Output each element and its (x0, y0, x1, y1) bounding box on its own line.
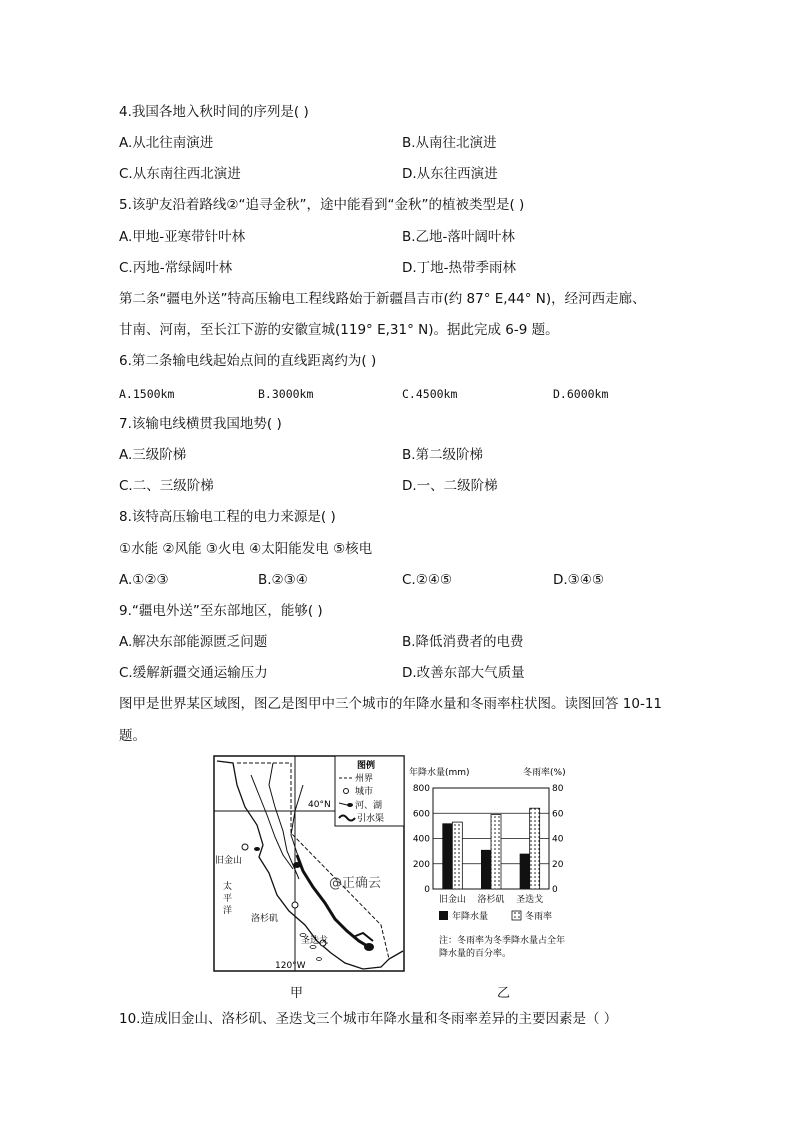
chart-ytick-left: 600 (412, 809, 430, 820)
chart-ytick-right: 80 (552, 784, 564, 794)
chart (409, 766, 566, 959)
q6-option-c: C.4500km (402, 387, 458, 401)
q5-option-d: D.丁地-热带季雨林 (402, 260, 517, 276)
q7-option-c: C.二、三级阶梯 (119, 478, 214, 494)
legend-city: 城市 (355, 787, 374, 797)
q6-stem: 6.第二条输电线起始点间的直线距离约为( ) (119, 353, 377, 369)
chart-xlabel: 洛杉矶 (477, 895, 505, 905)
chart-xlabels (439, 893, 543, 905)
q7-option-a: A.三级阶梯 (119, 447, 187, 463)
q5-option-b: B.乙地-落叶阔叶林 (402, 229, 515, 245)
chart-xlabel: 圣迭戈 (516, 895, 544, 905)
lake-1 (293, 862, 301, 868)
chart-ylabel-right: 冬雨率(%) (523, 768, 566, 778)
chart-bar-rain (442, 823, 452, 889)
figure (213, 755, 585, 973)
legend-canal: 引水渠 (357, 814, 385, 824)
q5-option-c: C.丙地-常绿阔叶林 (119, 260, 233, 276)
lake-2 (364, 943, 374, 951)
q8-options-line: ①水能 ②风能 ③火电 ④太阳能发电 ⑤核电 (119, 541, 373, 557)
q4-stem: 4.我国各地入秋时间的序列是( ) (119, 104, 309, 120)
legend-city-icon (344, 789, 349, 794)
chart-ytick-left: 200 (412, 859, 430, 870)
q9-option-b: B.降低消费者的电费 (402, 634, 524, 650)
map-city-sf: 旧金山 (215, 856, 243, 866)
chart-note-line2: 降水量的百分率。 (439, 949, 512, 959)
q9-stem: 9.“疆电外送”至东部地区，能够( ) (119, 603, 323, 619)
q8-option-c: C.②④⑤ (402, 572, 453, 588)
map-ocean-2: 平 (223, 894, 233, 904)
chart-legend-winter: 冬雨率 (525, 912, 553, 922)
q8-stem: 8.该特高压输电工程的电力来源是( ) (119, 509, 336, 525)
q4-option-d: D.从东往西演进 (402, 166, 498, 182)
map-lon-label: 120°W (275, 961, 306, 971)
city-marker-la (292, 902, 298, 908)
q6-option-d: D.6000km (553, 387, 609, 401)
q8-option-d: D.③④⑤ (553, 572, 604, 588)
legend-boundary: 州界 (355, 774, 374, 784)
q8-option-b: B.②③④ (258, 572, 308, 588)
legend-title: 图例 (357, 761, 376, 771)
q5-stem: 5.该驴友沿着路线②“追寻金秋”，途中能看到“金秋”的植被类型是( ) (119, 197, 525, 213)
chart-ytick-right: 40 (552, 834, 564, 845)
chart-legend-rain: 年降水量 (452, 912, 489, 922)
passage2-line2: 题。 (119, 728, 146, 744)
map-caption: 甲 (290, 986, 304, 1001)
chart-bar-rain (520, 854, 530, 889)
chart-note-line1: 注：冬雨率为冬季降水量占全年 (439, 936, 566, 946)
q4-option-b: B.从南往北演进 (402, 135, 497, 151)
map-ocean-1: 太 (223, 882, 233, 892)
legend-river: 河、湖 (355, 801, 383, 811)
q8-option-a: A.①②③ (119, 572, 169, 588)
legend-lake-icon (347, 803, 353, 807)
q4-option-c: C.从东南往西北演进 (119, 166, 241, 182)
chart-ytick-left: 800 (412, 784, 430, 794)
chart-ytick-right: 0 (552, 885, 558, 895)
q9-option-a: A.解决东部能源匮乏问题 (119, 634, 268, 650)
chart-bar-rain (481, 850, 491, 889)
chart-caption: 乙 (497, 986, 511, 1001)
q6-option-a: A.1500km (119, 387, 175, 401)
q7-stem: 7.该输电线横贯我国地势( ) (119, 416, 282, 432)
chart-bar-winter (530, 808, 540, 889)
chart-ytick-right: 20 (552, 859, 564, 870)
passage1-line2: 甘南、河南，至长江下游的安徽宣城(119° E,31° N)。据此完成 6-9 题。 (119, 322, 559, 338)
q5-option-a: A.甲地-亚寒带针叶林 (119, 229, 246, 245)
chart-bar-winter (452, 822, 462, 889)
map-city-la: 洛杉矶 (251, 914, 279, 924)
q9-option-d: D.改善东部大气质量 (402, 665, 525, 681)
chart-ytick-left: 0 (424, 885, 430, 895)
lake-3 (254, 847, 260, 851)
q4-option-a: A.从北往南演进 (119, 135, 214, 151)
chart-ytick-right: 60 (552, 809, 564, 820)
chart-legend-winter-swatch (512, 911, 521, 920)
passage2-line1: 图甲是世界某区域图，图乙是图甲中三个城市的年降水量和冬雨率柱状图。读图回答 10-11 (119, 696, 663, 712)
map-lat-label: 40°N (308, 800, 331, 810)
map-watermark: @正确云 (329, 876, 382, 891)
q7-option-b: B.第二级阶梯 (402, 447, 484, 463)
chart-ytick-left: 400 (412, 834, 430, 845)
passage1-line1: 第二条“疆电外送”特高压输电工程线路始于新疆昌吉市(约 87° E,44° N)，经河西走廊、 (119, 291, 646, 307)
q6-option-b: B.3000km (258, 387, 314, 401)
map-ocean-3: 洋 (223, 906, 233, 916)
q7-option-d: D.一、二级阶梯 (402, 478, 498, 494)
chart-ylabel-left: 年降水量(mm) (409, 768, 470, 778)
chart-bar-winter (491, 815, 501, 889)
q9-option-c: C.缓解新疆交通运输压力 (119, 665, 268, 681)
figure-svg (213, 755, 585, 973)
chart-legend-rain-swatch (439, 911, 448, 920)
map-city-sd: 圣迭戈 (301, 936, 329, 946)
city-marker-sf (242, 844, 248, 850)
chart-xlabel: 旧金山 (438, 895, 466, 905)
q10-stem: 10.造成旧金山、洛杉矶、圣迭戈三个城市年降水量和冬雨率差异的主要因素是（ ） (119, 1011, 618, 1027)
